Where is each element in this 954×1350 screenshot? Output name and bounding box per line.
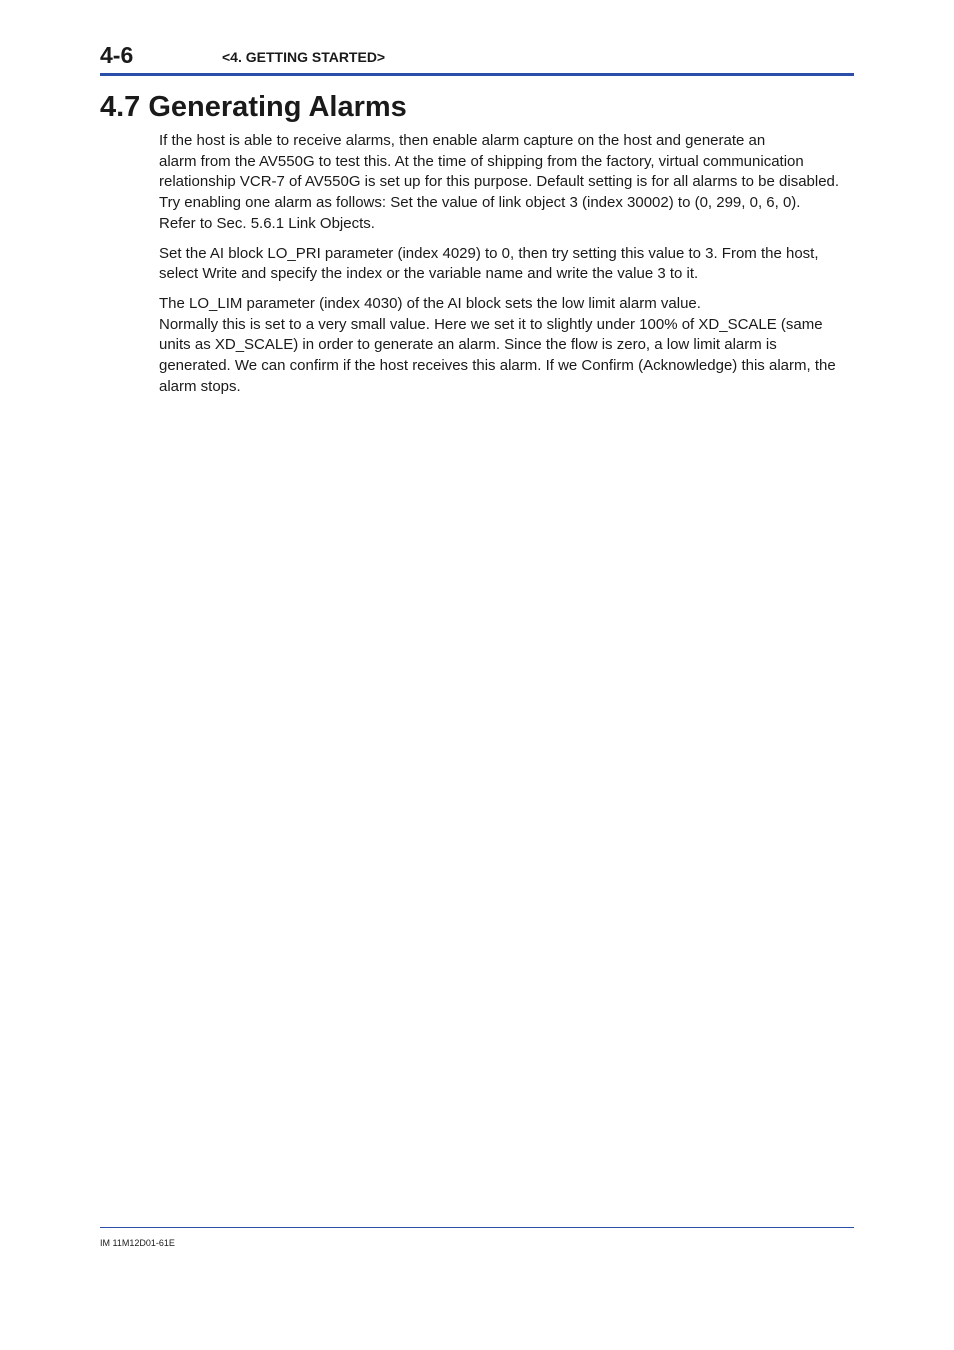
- paragraph-line: If the host is able to receive alarms, then enable alarm capture on the host and generate an: [159, 132, 766, 149]
- paragraph-line: relationship VCR-7 of AV550G is set up for this purpose. Default setting is for all alarms to be disabled.: [159, 173, 840, 191]
- paragraph-line: Refer to Sec. 5.6.1 Link Objects.: [159, 214, 375, 232]
- paragraph-line: Normally this is set to a very small value. Here we set it to slightly under 100% of XD_SCALE (same: [159, 315, 823, 333]
- paragraph-line: alarm stops.: [159, 377, 241, 395]
- paragraph-line: generated. We can confirm if the host receives this alarm. If we Confirm (Acknowledge) this alarm, the: [159, 357, 836, 375]
- header-rule: [100, 73, 854, 76]
- footer-rule: [100, 1227, 854, 1228]
- paragraph-alarm-capture: [159, 131, 859, 235]
- body-text: [159, 131, 859, 406]
- paragraph-line: alarm from the AV550G to test this. At the time of shipping from the factory, virtual communication: [159, 152, 804, 170]
- paragraph-line: The LO_LIM parameter (index 4030) of the AI block sets the low limit alarm value.: [159, 294, 701, 312]
- page-number: 4-6: [100, 42, 134, 68]
- paragraph-line: select Write and specify the index or the variable name and write the value 3 to it.: [159, 265, 699, 283]
- paragraph-lo-pri: [159, 244, 859, 285]
- paragraph-lo-lim: [159, 294, 859, 398]
- chapter-label: <4. GETTING STARTED>: [222, 49, 386, 65]
- document-id: IM 11M12D01-61E: [100, 1238, 175, 1248]
- paragraph-line: units as XD_SCALE) in order to generate an alarm. Since the flow is zero, a low limit alarm is: [159, 336, 777, 354]
- paragraph-line: Try enabling one alarm as follows: Set the value of link object 3 (index 30002) to (0, 299, 0, 6, 0).: [159, 194, 801, 212]
- section-title: 4.7 Generating Alarms: [100, 91, 407, 123]
- paragraph-line: Set the AI block LO_PRI parameter (index 4029) to 0, then try setting this value to 3. From the host,: [159, 244, 819, 262]
